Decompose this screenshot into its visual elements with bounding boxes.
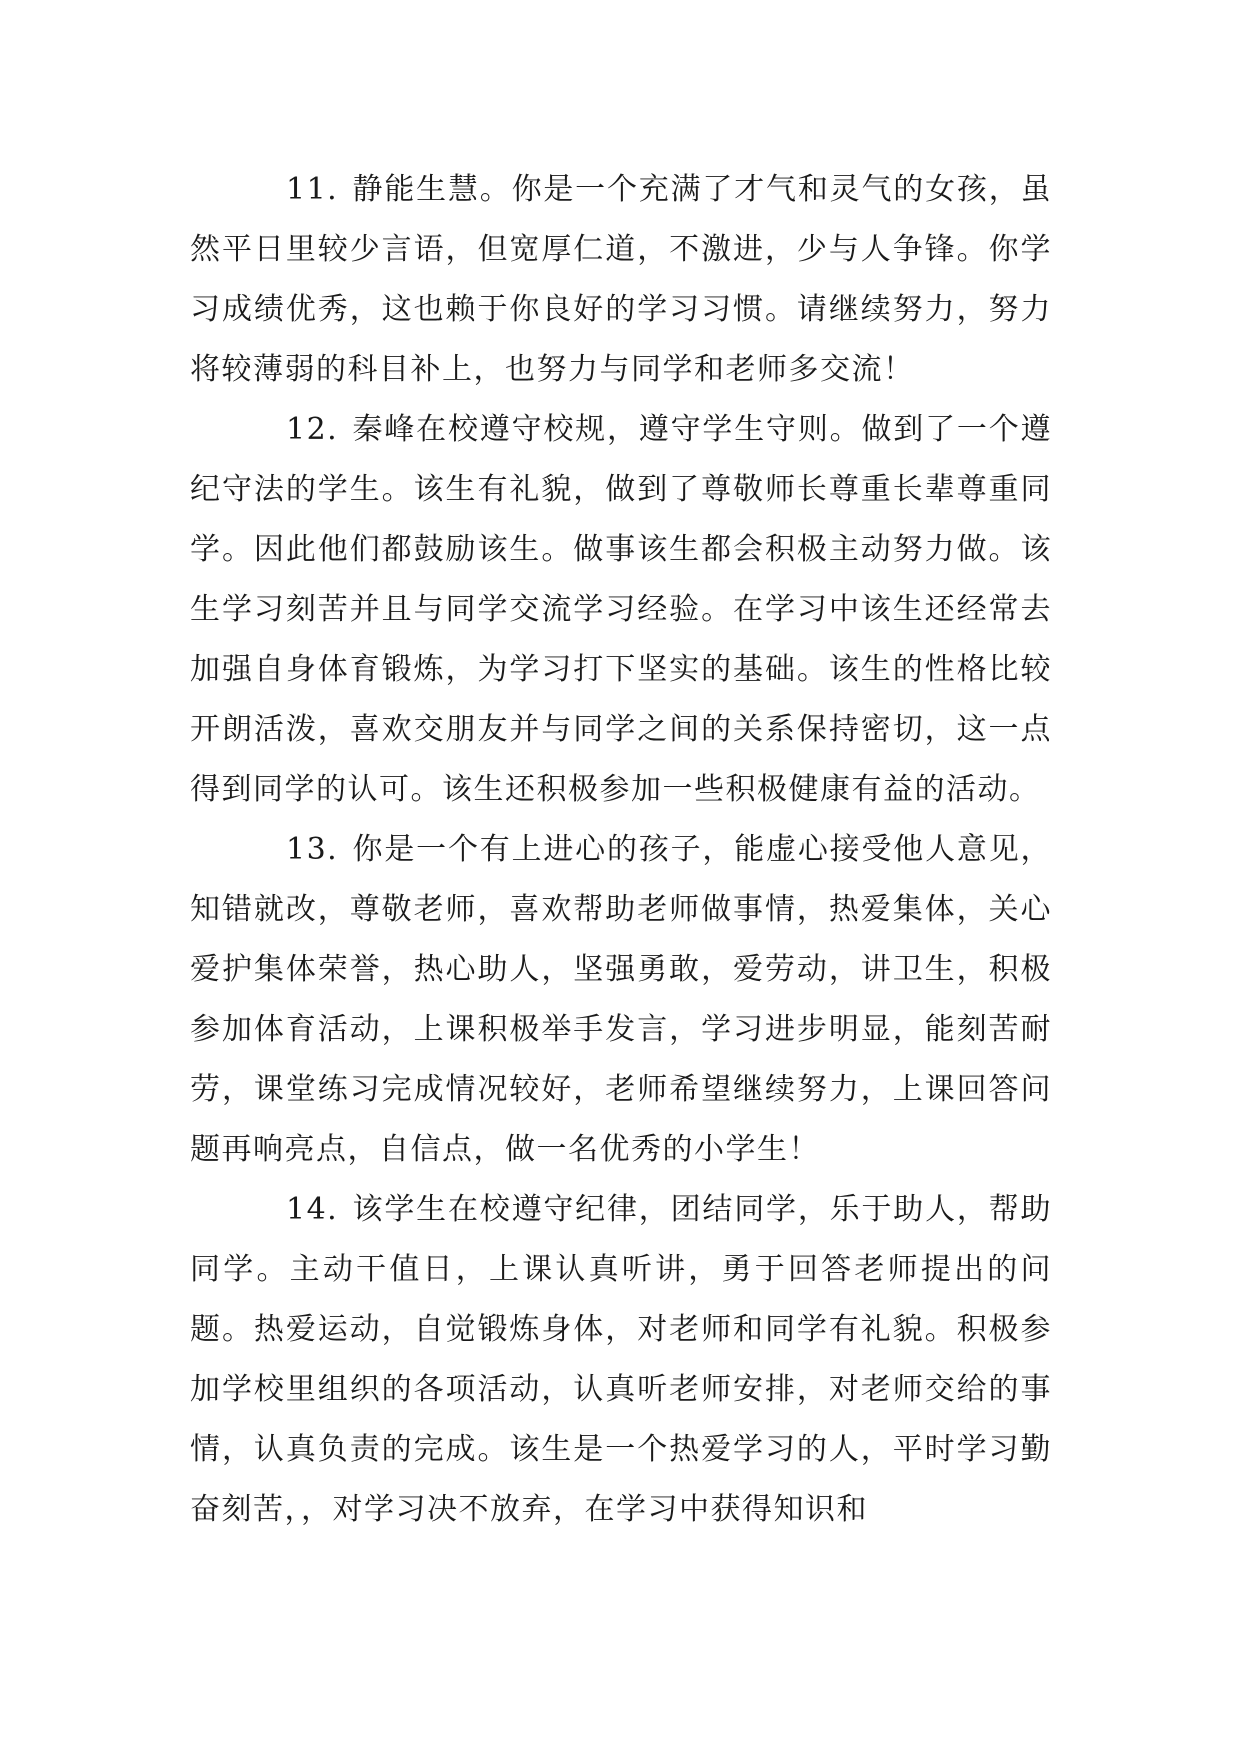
paragraph-text: 你是一个有上进心的孩子，能虚心接受他人意见，知错就改，尊敬老师，喜欢帮助老师做事情，热爱集体，关心爱护集体荣誉，热心助人，坚强勇敢，爱劳动，讲卫生，积极参加体育活动，上课积极举手发言，学习进步明显，能刻苦耐劳，课堂练习完成情况较好，老师希望继续努力，上课回答问题再响亮点，自信点，做一名优秀的小学生！ <box>190 832 1052 1167</box>
paragraph-12 <box>190 400 1052 820</box>
paragraph-13 <box>190 820 1052 1180</box>
paragraph-14 <box>190 1180 1052 1540</box>
paragraph-number: 12. <box>286 412 339 447</box>
paragraph-number: 14. <box>286 1192 339 1227</box>
paragraph-number: 11. <box>286 172 339 207</box>
paragraph-text: 静能生慧。你是一个充满了才气和灵气的女孩，虽然平日里较少言语，但宽厚仁道，不激进，少与人争锋。你学习成绩优秀，这也赖于你良好的学习习惯。请继续努力，努力将较薄弱的科目补上，也努力与同学和老师多交流！ <box>190 172 1052 387</box>
document-body <box>190 160 1052 1540</box>
paragraph-11 <box>190 160 1052 400</box>
paragraph-number: 13. <box>286 832 339 867</box>
paragraph-text: 该学生在校遵守纪律，团结同学，乐于助人，帮助同学。主动干值日，上课认真听讲，勇于回答老师提出的问题。热爱运动，自觉锻炼身体，对老师和同学有礼貌。积极参加学校里组织的各项活动，认真听老师安排，对老师交给的事情，认真负责的完成。该生是一个热爱学习的人，平时学习勤奋刻苦，，对学习决不放弃，在学习中获得知识和 <box>190 1192 1052 1527</box>
paragraph-text: 秦峰在校遵守校规，遵守学生守则。做到了一个遵纪守法的学生。该生有礼貌，做到了尊敬师长尊重长辈尊重同学。因此他们都鼓励该生。做事该生都会积极主动努力做。该生学习刻苦并且与同学交流学习经验。在学习中该生还经常去加强自身体育锻炼，为学习打下坚实的基础。该生的性格比较开朗活泼，喜欢交朋友并与同学之间的关系保持密切，这一点得到同学的认可。该生还积极参加一些积极健康有益的活动。 <box>190 412 1052 807</box>
